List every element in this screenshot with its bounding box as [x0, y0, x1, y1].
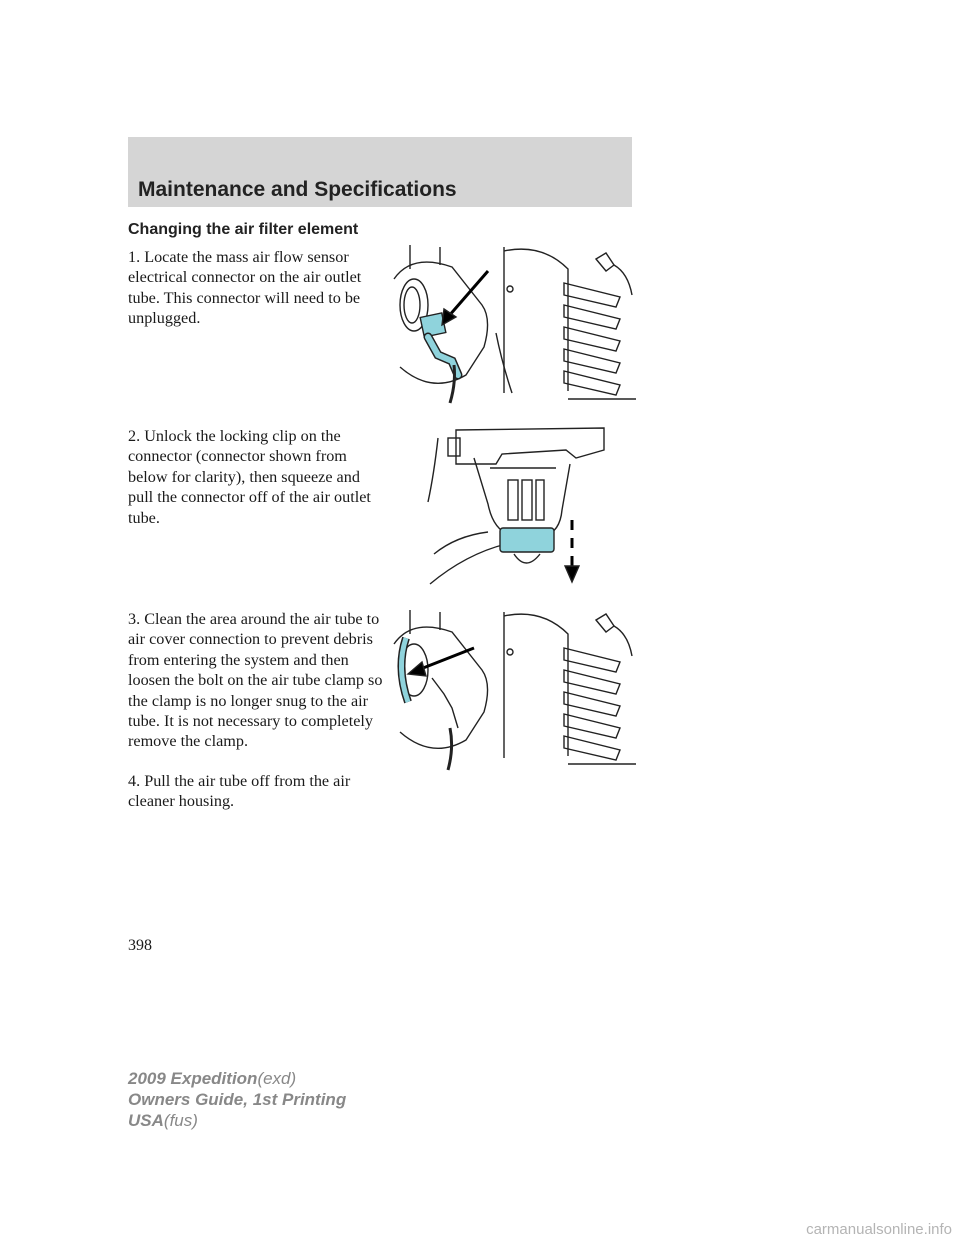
footer-line-1: 2009 Expedition(exd) [128, 1069, 297, 1088]
page-header-title: Maintenance and Specifications [138, 178, 457, 201]
step-4-text: 4. Pull the air tube off from the air cleaner housing. [128, 772, 351, 811]
step-1-text: 1. Locate the mass air flow sensor electrical connector on the air outlet tube. This connector will need to be unplugged. [128, 248, 362, 328]
mass-air-flow-sensor-illustration [392, 243, 636, 405]
print-footer [128, 1068, 346, 1131]
section-title: Changing the air filter element [128, 221, 359, 238]
footer-line-3: USA(fus) [128, 1111, 198, 1130]
watermark: carmanualsonline.info [806, 1221, 952, 1238]
footer-line-2: Owners Guide, 1st Printing [128, 1090, 347, 1109]
step-2-text: 2. Unlock the locking clip on the connector (connector shown from below for clarity), then squeeze and pull the connector off of the air outlet tube. [128, 427, 371, 527]
air-tube-clamp-illustration [392, 608, 636, 772]
connector-locking-clip-illustration [426, 424, 612, 590]
step-3-text: 3. Clean the area around the air tube to air cover connection to prevent debris from entering the system and then loosen the bolt on the air tube clamp so the clamp is no longer snug to the air tube. It is not necessary to completely remove the clamp. [128, 610, 383, 751]
page-number: 398 [128, 937, 152, 954]
